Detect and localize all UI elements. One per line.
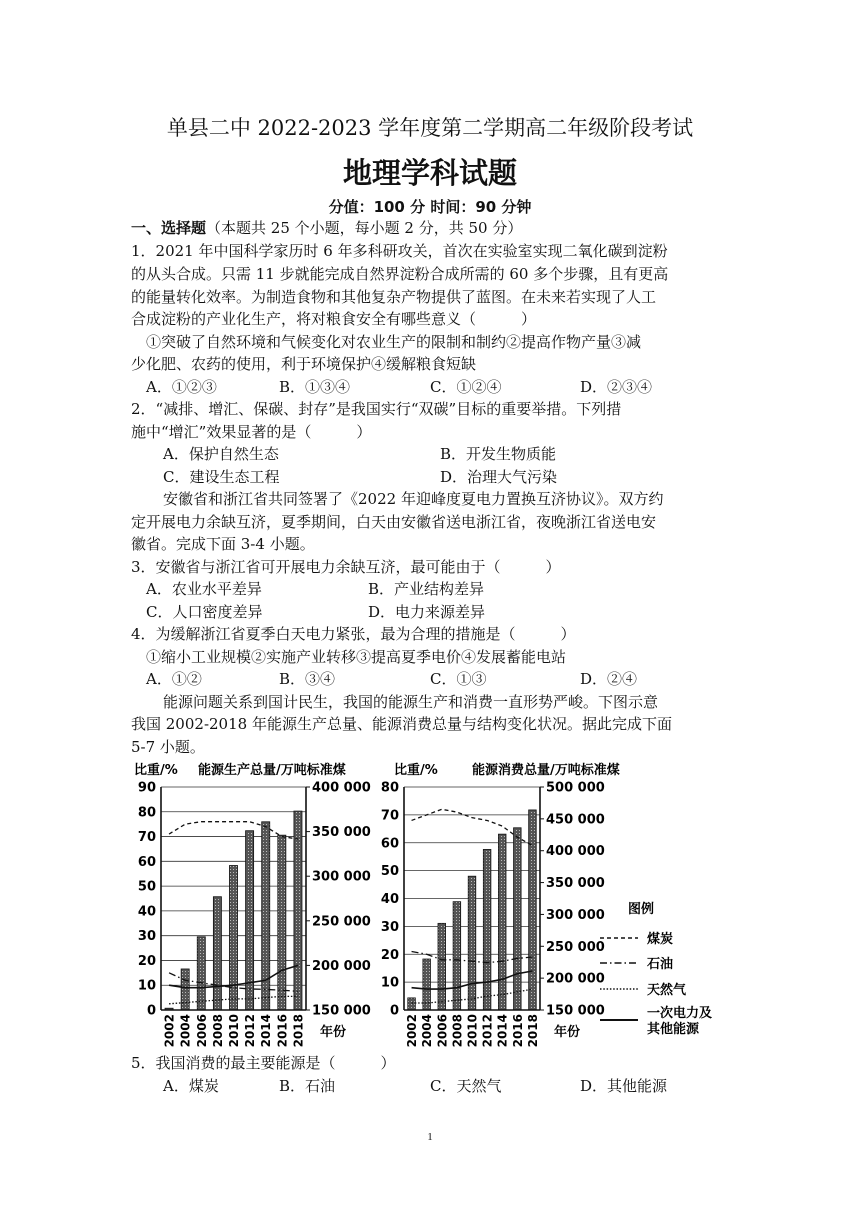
q3-line: 3．安徽省与浙江省可开展电力余缺互济，最可能由于（ ） — [131, 558, 561, 576]
right-tick-label: 250 000 — [312, 914, 371, 930]
x-tick-label: 2006 — [435, 1014, 450, 1048]
left-tick-label: 30 — [380, 919, 399, 935]
bar — [181, 969, 189, 1010]
q1-line: 的能量转化效率。为制造食物和其他复杂产物提供了蓝图。在未来若实现了人工 — [131, 288, 657, 306]
q4-line: 4．为缓解浙江省夏季白天电力紧张，最为合理的措施是（ ） — [131, 625, 576, 643]
q5-option-a[interactable]: A．煤炭 — [163, 1077, 219, 1095]
x-tick-label: 2016 — [275, 1014, 290, 1048]
x-tick-label: 2018 — [525, 1014, 540, 1048]
right-tick-label: 350 000 — [312, 825, 371, 841]
right-tick-label: 350 000 — [546, 876, 605, 892]
bar — [213, 897, 221, 1010]
x-tick-label: 2016 — [510, 1014, 525, 1048]
q5-option-d[interactable]: D．其他能源 — [580, 1077, 668, 1095]
bar — [468, 876, 476, 1010]
x-tick-label: 2014 — [259, 1014, 274, 1048]
bar — [197, 937, 205, 1010]
q4-option-c[interactable]: C．①③ — [430, 670, 487, 688]
material2-line: 我国 2002-2018 年能源生产总量、能源消费总量与结构变化状况。据此完成下面 — [131, 715, 672, 733]
left-tick-label: 0 — [389, 1003, 399, 1019]
q1-line: 合成淀粉的产业化生产，将对粮食安全有哪些意义（ ） — [131, 310, 537, 328]
q4-statement: ①缩小工业规模②实施产业转移③提高夏季电价④发展蓄能电站 — [146, 648, 567, 666]
x-tick-label: 2002 — [162, 1014, 177, 1048]
left-tick-label: 80 — [137, 805, 156, 821]
bar — [294, 811, 302, 1010]
chart-title: 能源消费总量/万吨标准煤 — [472, 763, 620, 778]
bar — [229, 865, 237, 1010]
q1-statement: ①突破了自然环境和气候变化对农业生产的限制和制约②提高作物产量③减 — [146, 333, 642, 351]
material1-line: 定开展电力余缺互济，夏季期间，白天由安徽省送电浙江省，夜晚浙江省送电安 — [131, 513, 657, 531]
q4-option-d[interactable]: D．②④ — [580, 670, 638, 688]
left-tick-label: 50 — [380, 864, 399, 880]
q1-line: 1．2021 年中国科学家历时 6 年多科研攻关，首次在实验室实现二氧化碳到淀粉 — [131, 242, 668, 260]
page-number: 1 — [427, 1131, 433, 1143]
bar — [483, 849, 491, 1010]
legend-label: 煤炭 — [647, 932, 674, 947]
right-tick-label: 500 000 — [546, 780, 605, 796]
q5-option-b[interactable]: B．石油 — [279, 1077, 336, 1095]
y-axis-label: 比重/% — [134, 763, 178, 778]
material2-line: 能源问题关系到国计民生，我国的能源生产和消费一直形势严峻。下图示意 — [163, 693, 659, 711]
left-tick-label: 20 — [380, 947, 399, 963]
q1-option-a[interactable]: A．①②③ — [146, 378, 217, 396]
x-tick-label: 2012 — [480, 1014, 495, 1048]
q2-option-c[interactable]: C．建设生态工程 — [163, 468, 280, 486]
section-title: 一、选择题 — [131, 219, 207, 237]
x-axis-label: 年份 — [554, 1025, 581, 1040]
bar — [453, 902, 461, 1010]
bar — [514, 828, 522, 1010]
x-tick-label: 2004 — [420, 1014, 435, 1048]
y-axis-label: 比重/% — [394, 763, 438, 778]
x-tick-label: 2002 — [405, 1014, 420, 1048]
right-tick-label: 450 000 — [546, 812, 605, 828]
subject-title: 地理学科试题 — [342, 156, 517, 190]
left-tick-label: 80 — [380, 780, 399, 796]
right-tick-label: 200 000 — [546, 971, 605, 987]
section-heading — [131, 217, 522, 239]
q1-option-d[interactable]: D．②③④ — [580, 378, 653, 396]
left-tick-label: 0 — [146, 1003, 156, 1019]
q5-option-c[interactable]: C．天然气 — [430, 1077, 502, 1095]
q1-line: 的从头合成。只需 11 步就能完成自然界淀粉合成所需的 60 多个步骤，且有更高 — [131, 265, 669, 283]
legend-label: 天然气 — [647, 983, 687, 998]
energy-production-chart — [128, 758, 390, 1046]
x-tick-label: 2008 — [210, 1014, 225, 1048]
q2-option-a[interactable]: A．保护自然生态 — [163, 445, 279, 463]
q2-option-b[interactable]: B．开发生物质能 — [440, 445, 557, 463]
left-tick-label: 60 — [137, 854, 156, 870]
left-tick-label: 70 — [380, 808, 399, 824]
energy-consumption-chart — [380, 758, 730, 1048]
bar — [262, 822, 270, 1010]
q5-line: 5．我国消费的最主要能源是（ ） — [131, 1054, 396, 1072]
x-tick-label: 2010 — [465, 1014, 480, 1048]
right-tick-label: 250 000 — [546, 939, 605, 955]
right-tick-label: 300 000 — [546, 907, 605, 923]
q3-option-d[interactable]: D．电力来源差异 — [368, 603, 486, 621]
legend-label: 石油 — [647, 957, 674, 972]
material2-line: 5-7 小题。 — [131, 738, 205, 756]
left-tick-label: 20 — [137, 953, 156, 969]
x-tick-label: 2018 — [291, 1014, 306, 1048]
q2-line: 施中“增汇”效果显著的是（ ） — [131, 423, 372, 441]
left-tick-label: 30 — [137, 929, 156, 945]
q1-option-b[interactable]: B．①③④ — [279, 378, 351, 396]
q4-option-a[interactable]: A．①② — [146, 670, 202, 688]
bar — [498, 834, 506, 1010]
left-tick-label: 10 — [137, 978, 156, 994]
x-axis-label: 年份 — [320, 1025, 347, 1040]
score-time: 分值：100 分 时间：90 分钟 — [328, 198, 532, 216]
x-tick-label: 2014 — [495, 1014, 510, 1048]
right-tick-label: 150 000 — [546, 1003, 605, 1019]
x-tick-label: 2004 — [178, 1014, 193, 1048]
left-tick-label: 50 — [137, 879, 156, 895]
right-tick-label: 300 000 — [312, 869, 371, 885]
x-tick-label: 2010 — [227, 1014, 241, 1048]
bar — [408, 998, 416, 1010]
bar — [438, 923, 446, 1010]
material1-line: 安徽省和浙江省共同签署了《2022 年迎峰度夏电力置换互济协议》。双方约 — [163, 490, 664, 508]
right-tick-label: 400 000 — [546, 844, 605, 860]
q3-option-a[interactable]: A．农业水平差异 — [146, 580, 262, 598]
left-tick-label: 40 — [137, 904, 156, 920]
x-tick-label: 2008 — [450, 1014, 465, 1048]
q2-option-d[interactable]: D．治理大气污染 — [440, 468, 558, 486]
right-tick-label: 200 000 — [312, 958, 371, 974]
x-tick-label: 2006 — [194, 1014, 209, 1048]
q4-option-b[interactable]: B．③④ — [279, 670, 336, 688]
left-tick-label: 90 — [137, 780, 156, 796]
q1-option-c[interactable]: C．①②④ — [430, 378, 502, 396]
legend-title: 图例 — [628, 902, 655, 917]
bar — [278, 835, 286, 1010]
left-tick-label: 10 — [380, 975, 399, 991]
x-tick-label: 2012 — [243, 1014, 258, 1048]
material1-line: 徽省。完成下面 3-4 小题。 — [131, 535, 315, 553]
bar — [529, 810, 537, 1010]
q3-option-c[interactable]: C．人口密度差异 — [146, 603, 263, 621]
q2-line: 2．“减排、增汇、保碳、封存”是我国实行“双碳”目标的重要举措。下列措 — [131, 400, 622, 418]
left-tick-label: 40 — [380, 892, 399, 907]
chart-title: 能源生产总量/万吨标准煤 — [198, 763, 346, 778]
school-title: 单县二中 2022-2023 学年度第二学期高二年级阶段考试 — [166, 116, 694, 140]
legend-label: 一次电力及 — [647, 1006, 713, 1021]
right-tick-label: 400 000 — [312, 780, 371, 796]
left-tick-label: 60 — [380, 836, 399, 852]
legend-label: 其他能源 — [647, 1022, 700, 1037]
right-tick-label: 150 000 — [312, 1003, 371, 1019]
left-tick-label: 70 — [137, 830, 156, 846]
section-note: （本题共 25 个小题，每小题 2 分，共 50 分） — [206, 219, 523, 237]
q3-option-b[interactable]: B．产业结构差异 — [368, 580, 485, 598]
q1-statement: 少化肥、农药的使用，利于环境保护④缓解粮食短缺 — [131, 355, 477, 373]
